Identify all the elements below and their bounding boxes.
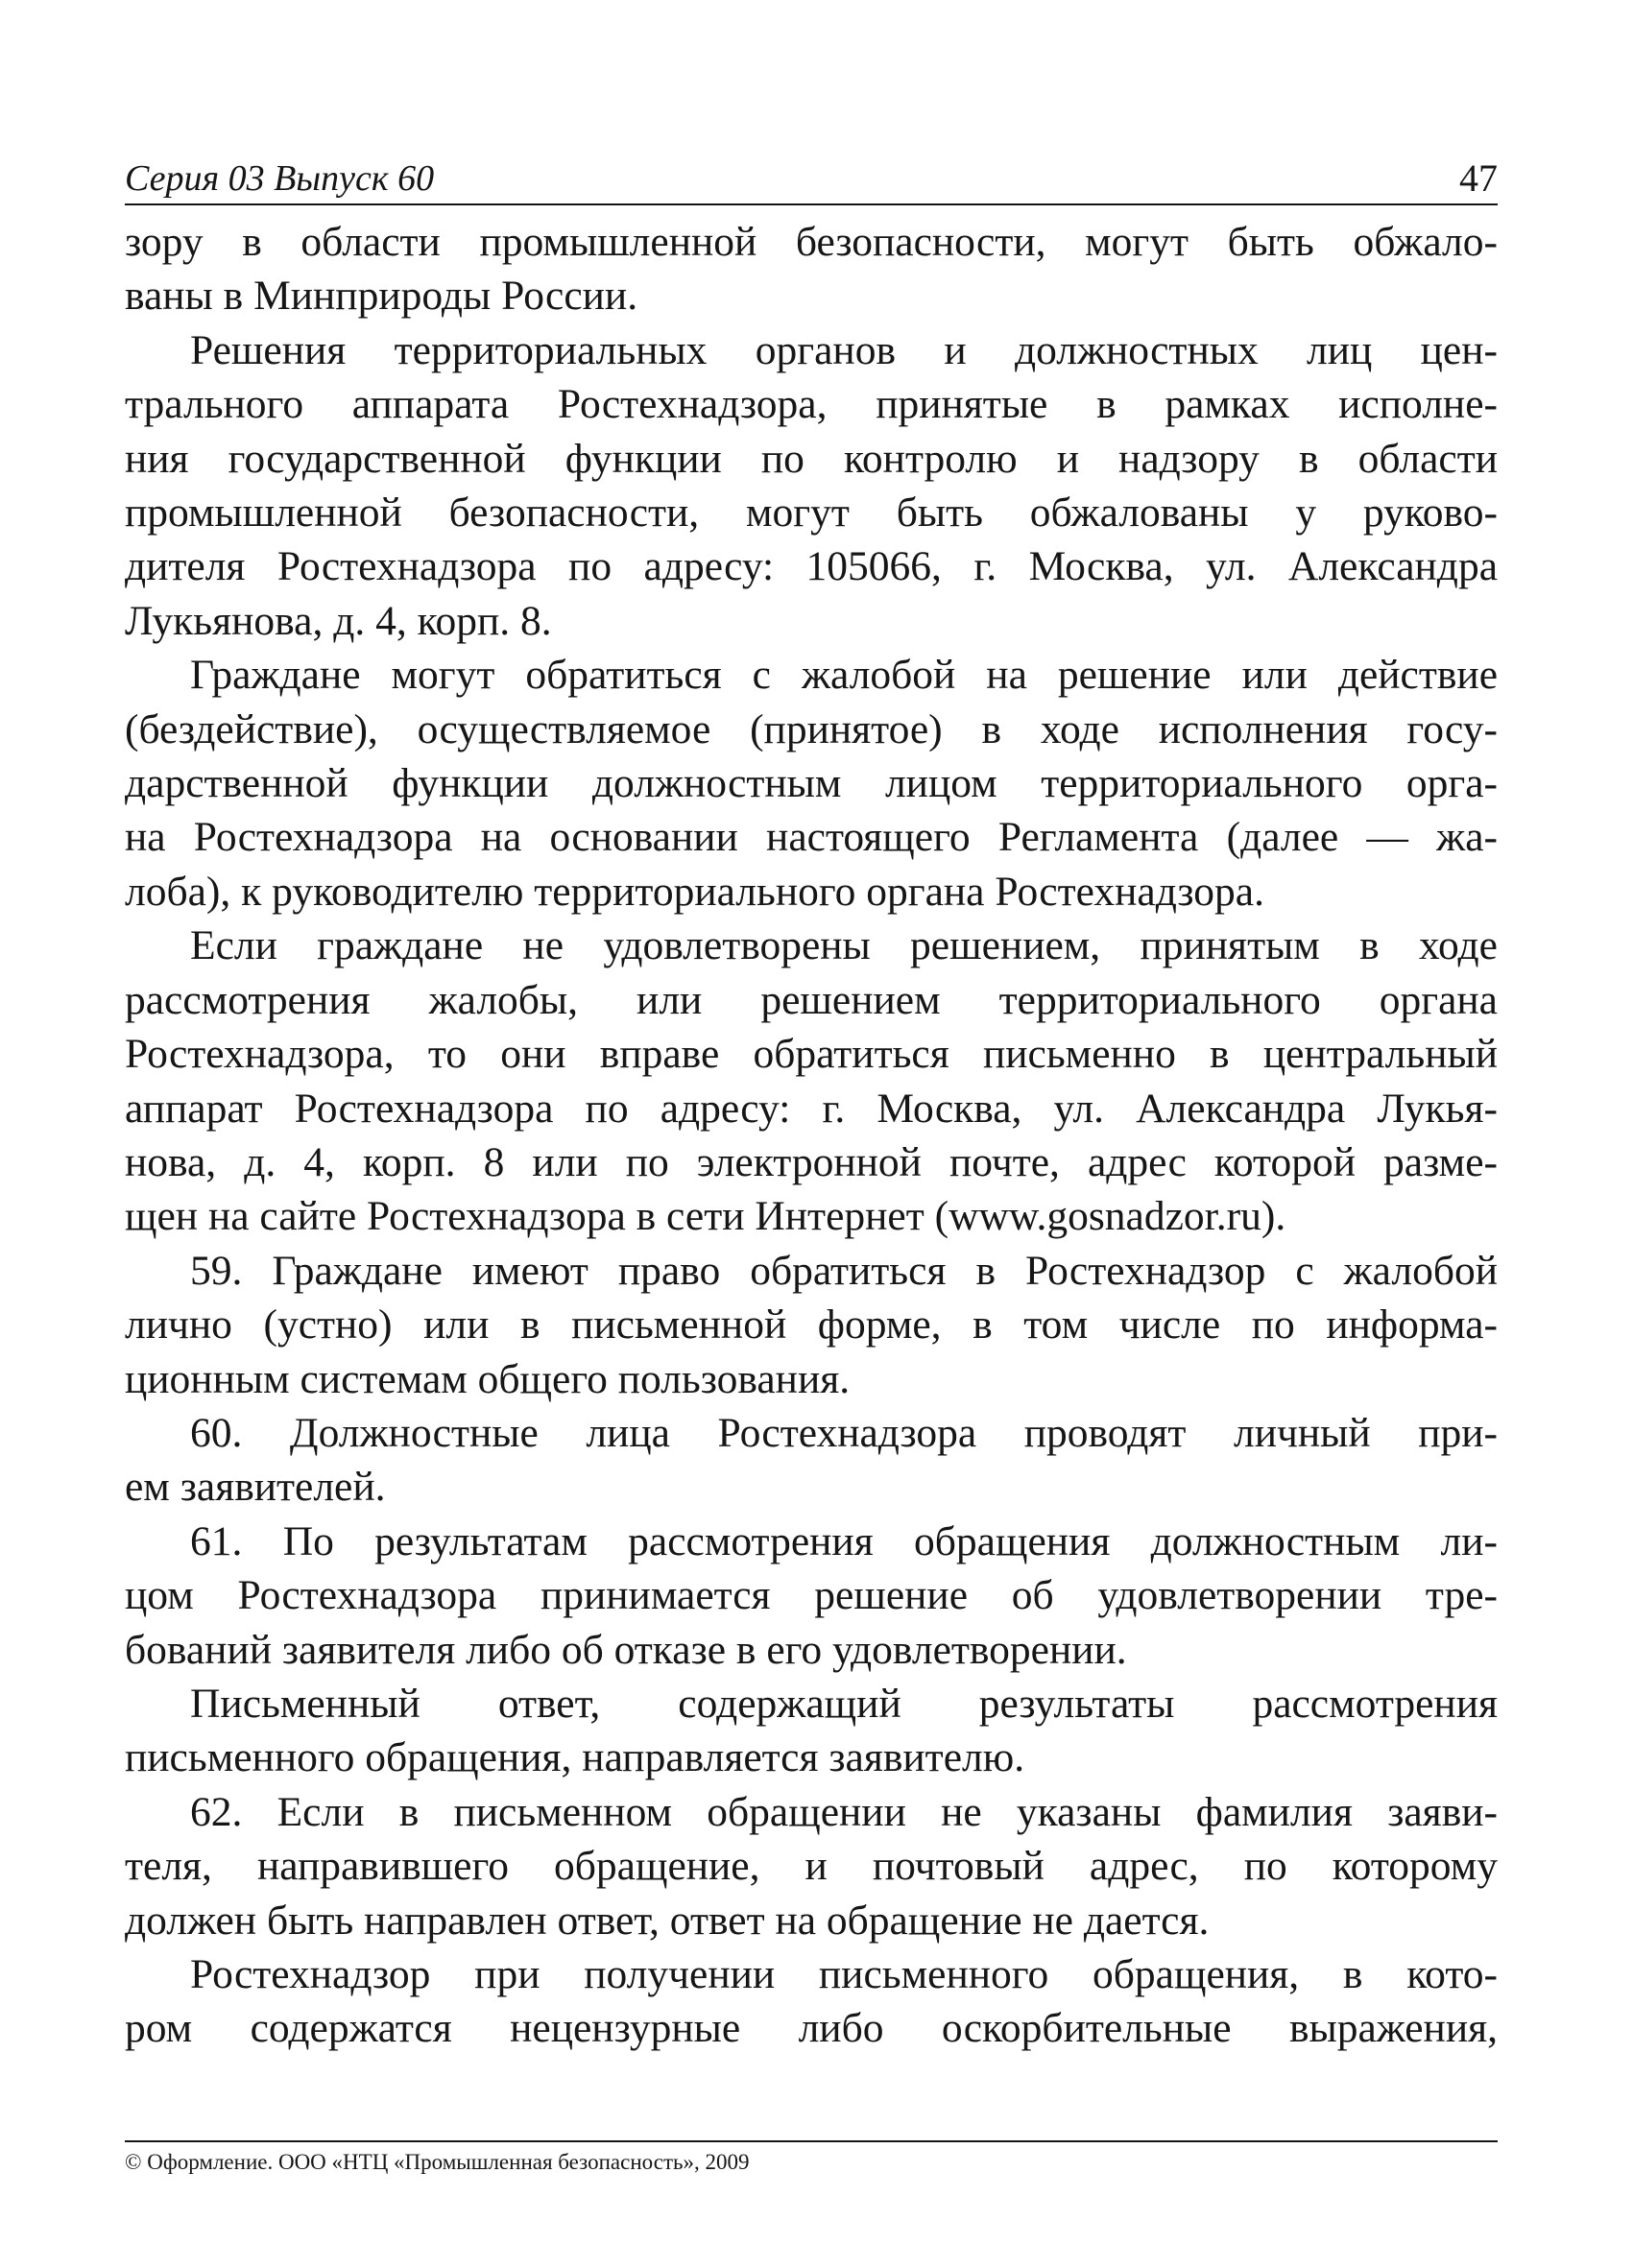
- text-line: нова, д. 4, корп. 8 или по электронной почте, адрес которой разме-: [125, 1138, 1498, 1185]
- text-line: цом Ростехнадзора принимается решение об удовлетворении тре-: [125, 1572, 1498, 1619]
- paragraph: [125, 648, 1498, 919]
- text-line: лично (устно) или в письменной форме, в том числе по информа-: [125, 1301, 1498, 1349]
- text-line: аппарат Ростехнадзора по адресу: г. Москва, ул. Александра Лукья-: [125, 1085, 1498, 1132]
- header-rule: [125, 203, 1498, 205]
- text-line: 61. По результатам рассмотрения обращения должностным ли-: [190, 1517, 1498, 1564]
- text-line: Если граждане не удовлетворены решением, принятым в ходе: [190, 922, 1498, 969]
- text-line: Ростехнадзор при получении письменного обращения, в кото-: [190, 1951, 1498, 1997]
- text-line: ния государственной функции по контролю и надзору в области: [125, 435, 1498, 482]
- text-line: должен быть направлен ответ, ответ на обращение не дается.: [125, 1897, 1210, 1944]
- paragraph: [125, 1677, 1498, 1785]
- text-line: теля, направившего обращение, и почтовый адрес, по которому: [125, 1843, 1498, 1890]
- paragraph: [125, 1244, 1498, 1406]
- copyright-notice: © Оформление. ООО «НТЦ «Промышленная безопасность», 2009: [125, 2150, 750, 2174]
- text-line: Лукьянова, д. 4, корп. 8.: [125, 597, 552, 644]
- text-line: бований заявителя либо об отказе в его удовлетворении.: [125, 1626, 1127, 1673]
- page-number: 47: [1459, 156, 1498, 200]
- text-line: дарственной функции должностным лицом территориального орга-: [125, 760, 1498, 807]
- text-line: Решения территориальных органов и должностных лиц цен-: [190, 326, 1498, 373]
- text-line: рассмотрения жалобы, или решением территориального органа: [125, 976, 1498, 1023]
- running-header: [125, 152, 1498, 205]
- paragraph: [125, 1785, 1498, 1947]
- text-line: щен на сайте Ростехнадзора в сети Интернет (www.gosnadzor.ru).: [125, 1193, 1286, 1240]
- text-line: дителя Ростехнадзора по адресу: 105066, г. Москва, ул. Александра: [125, 543, 1498, 590]
- page-footer: [125, 2140, 1498, 2177]
- text-line: лоба), к руководителю территориального органа Ростехнадзора.: [125, 868, 1264, 915]
- text-line: Ростехнадзора, то они вправе обратиться письменно в центральный: [125, 1031, 1498, 1078]
- footer-rule: [125, 2140, 1498, 2142]
- text-line: 60. Должностные лица Ростехнадзора проводят личный при-: [190, 1409, 1498, 1456]
- text-line: письменного обращения, направляется заявителю.: [125, 1734, 1025, 1781]
- text-line: зору в области промышленной безопасности, могут быть обжало-: [125, 219, 1498, 265]
- paragraph: [125, 215, 1498, 323]
- text-line: 59. Граждане имеют право обратиться в Ростехнадзор с жалобой: [190, 1247, 1498, 1294]
- text-line: на Ростехнадзора на основании настоящего Регламента (далее — жа-: [125, 814, 1498, 861]
- text-line: ром содержатся нецензурные либо оскорбительные выражения,: [125, 2005, 1498, 2052]
- series-title: Серия 03 Выпуск 60: [125, 158, 435, 199]
- text-line: ционным системам общего пользования.: [125, 1355, 851, 1402]
- text-line: ваны в Минприроды России.: [125, 273, 638, 320]
- paragraph: [125, 1947, 1498, 2056]
- body-text: [125, 215, 1498, 2056]
- paragraph: [125, 1406, 1498, 1515]
- paragraph: [125, 323, 1498, 648]
- text-line: (бездействие), осуществляемое (принятое) в ходе исполнения госу-: [125, 705, 1498, 752]
- paragraph: [125, 1515, 1498, 1677]
- text-line: 62. Если в письменном обращении не указаны фамилия заяви-: [190, 1788, 1498, 1835]
- paragraph: [125, 919, 1498, 1243]
- text-line: Граждане могут обратиться с жалобой на решение или действие: [190, 652, 1498, 699]
- text-line: ем заявителей.: [125, 1464, 386, 1511]
- text-line: промышленной безопасности, могут быть обжалованы у руково-: [125, 489, 1498, 537]
- text-line: Письменный ответ, содержащий результаты рассмотрения: [190, 1680, 1498, 1727]
- text-line: трального аппарата Ростехнадзора, принятые в рамках исполне-: [125, 381, 1498, 428]
